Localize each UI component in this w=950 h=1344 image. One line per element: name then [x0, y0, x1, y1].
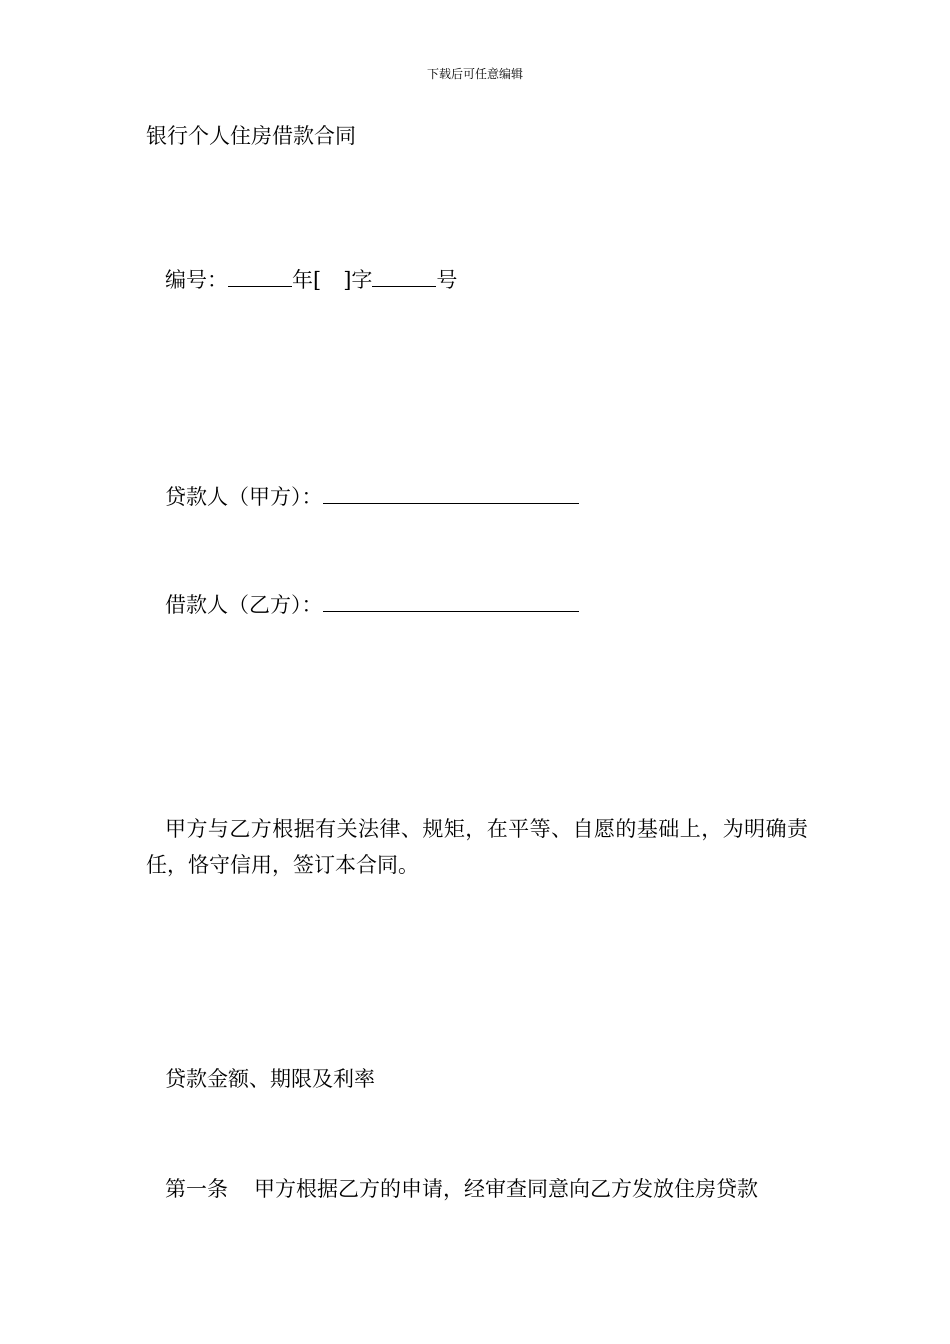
section-heading: 贷款金额、期限及利率 — [165, 1067, 375, 1091]
article-1-text: 甲方根据乙方的申请，经审查同意向乙方发放住房贷款 — [254, 1177, 758, 1201]
article-1 — [165, 1175, 758, 1203]
preamble-paragraph: 甲方与乙方根据有关法律、规矩，在平等、自愿的基础上，为明确责任，恪守信用，签订本合同。 — [146, 817, 808, 877]
lender-blank — [323, 483, 579, 504]
article-1-label: 第一条 — [165, 1177, 228, 1201]
year-suffix: 年[ — [292, 268, 322, 292]
borrower-blank — [323, 591, 579, 612]
borrower-line — [165, 591, 579, 619]
borrower-label: 借款人（乙方）： — [165, 593, 323, 617]
contract-number-label: 编号： — [165, 268, 228, 292]
lender-label: 贷款人（甲方）： — [165, 485, 323, 509]
char-suffix: ]字 — [343, 268, 373, 292]
year-blank — [228, 266, 292, 287]
lender-line — [165, 483, 579, 511]
number-blank — [372, 266, 436, 287]
number-suffix: 号 — [436, 268, 458, 292]
document-title: 银行个人住房借款合同 — [146, 124, 356, 148]
contract-number-line — [165, 266, 457, 294]
page-header-note: 下载后可任意编辑 — [426, 67, 523, 81]
